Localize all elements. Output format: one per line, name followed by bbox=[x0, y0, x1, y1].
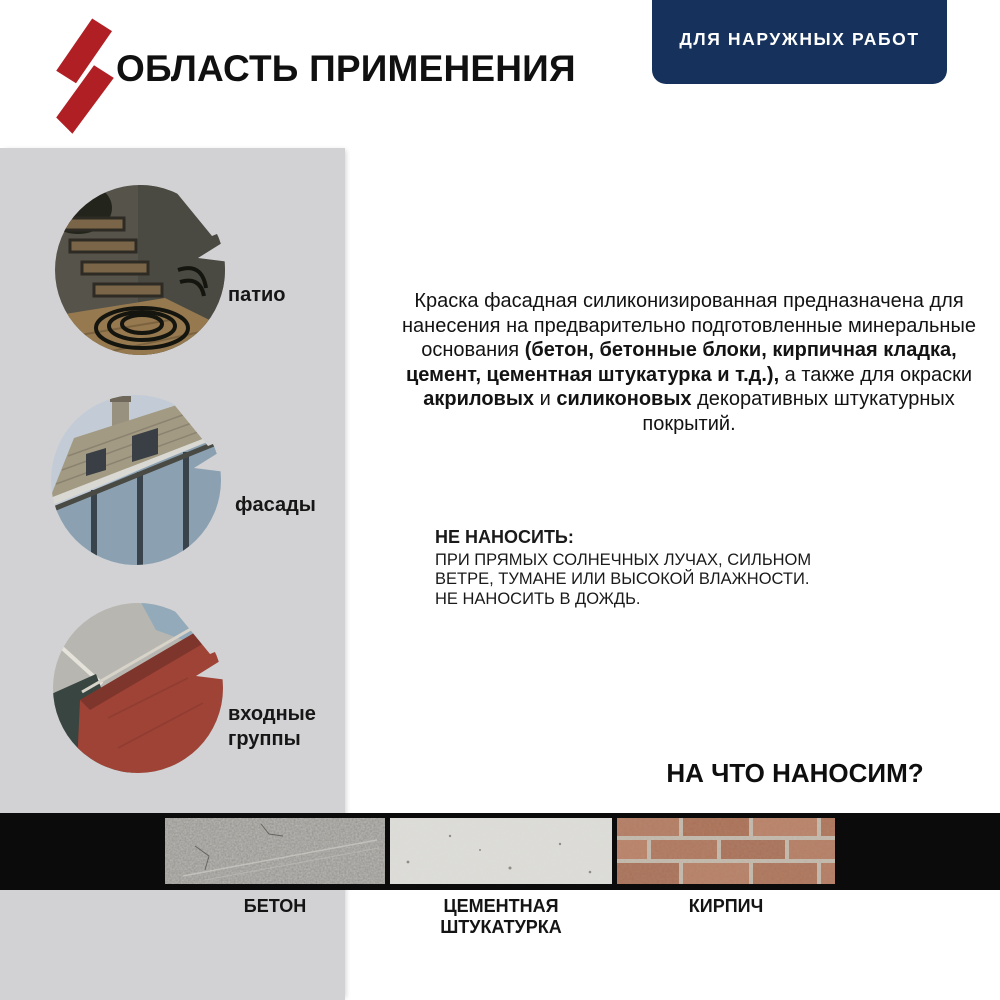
surface-label-concrete: БЕТОН bbox=[243, 896, 307, 916]
exterior-use-badge bbox=[652, 0, 947, 84]
concrete-texture-image bbox=[165, 818, 385, 884]
application-label-entrance-groups: входные группы bbox=[228, 703, 316, 750]
exterior-use-badge-label: ДЛЯ НАРУЖНЫХ РАБОТ bbox=[679, 28, 920, 49]
warning-line: ПРИ ПРЯМЫХ СОЛНЕЧНЫХ ЛУЧАХ, СИЛЬНОМ bbox=[435, 550, 812, 569]
page-title: ОБЛАСТЬ ПРИМЕНЕНИЯ bbox=[116, 48, 576, 89]
warning-line: ВЕТРЕ, ТУМАНЕ ИЛИ ВЫСОКОЙ ВЛАЖНОСТИ. bbox=[435, 570, 810, 588]
facade-photo bbox=[36, 380, 236, 580]
warning-line: НЕ НАНОСИТЬ В ДОЖДЬ. bbox=[435, 589, 641, 608]
cement-plaster-texture-image bbox=[390, 818, 612, 884]
patio-photo bbox=[40, 170, 240, 370]
application-label-facades: фасады bbox=[235, 494, 316, 516]
product-description: Краска фасадная силиконизированная предназначена для нанесения на предварительно подготовленные минеральные основания (бетон, бетонные блоки, кирпичная кладка, цемент, цементная штукатурка и т.д.), а также для окраски акриловых и силиконовых декоративных штукатурных покрытий. bbox=[402, 290, 976, 435]
surfaces-heading: НА ЧТО НАНОСИМ? bbox=[666, 758, 924, 788]
warning-title: НЕ НАНОСИТЬ: bbox=[435, 527, 574, 547]
do-not-apply-warning bbox=[435, 528, 835, 609]
brick-texture-image bbox=[617, 818, 835, 884]
surface-label-brick: КИРПИЧ bbox=[688, 896, 764, 916]
surface-label-cement-plaster: ЦЕМЕНТНАЯ ШТУКАТУРКА bbox=[440, 896, 562, 937]
application-label-patio: патио bbox=[228, 284, 286, 306]
entrance-group-photo bbox=[38, 588, 238, 788]
